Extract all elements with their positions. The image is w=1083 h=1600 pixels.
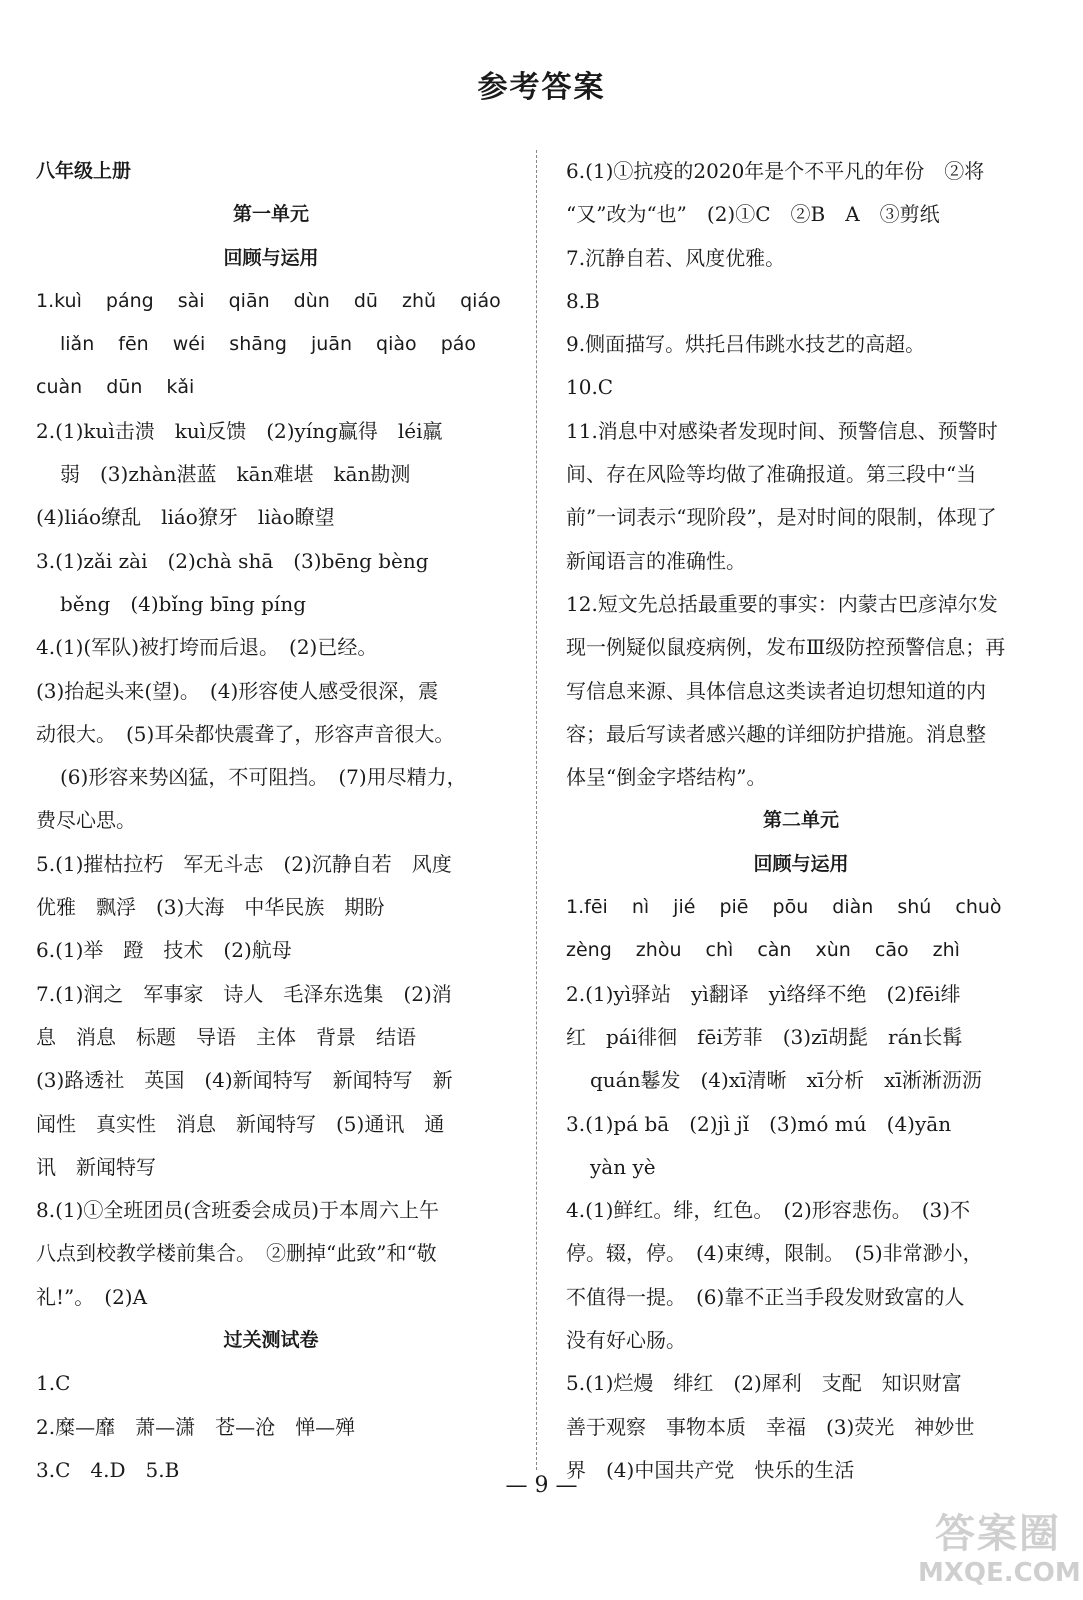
answer-line: 优雅 飘浮 (3)大海 中华民族 期盼 — [36, 895, 385, 920]
answer-line: 9.侧面描写。烘托吕伟跳水技艺的高超。 — [566, 332, 926, 357]
test-heading: 过关测试卷 — [223, 1329, 319, 1352]
unit2-review-heading: 回顾与运用 — [753, 852, 849, 875]
answer-line: 善于观察 事物本质 幸福 (3)荧光 神妙世 — [566, 1414, 975, 1439]
answer-line: 5.(1)摧枯拉朽 军无斗志 (2)沉静自若 风度 — [36, 851, 452, 876]
answer-line: 新闻语言的准确性。 — [566, 548, 746, 573]
answer-line: 讯 新闻特写 — [36, 1154, 156, 1179]
answer-line: 弱 (3)zhàn湛蓝 kān难堪 kān勘测 — [60, 462, 411, 487]
answer-line: běng (4)bǐng bīng píng — [60, 591, 307, 616]
answer-line: 12.短文先总括最重要的事实：内蒙古巴彦淖尔发 — [566, 591, 998, 616]
answer-line: 红 pái徘徊 fēi芳菲 (3)zī胡髭 rán长髯 — [566, 1024, 963, 1049]
answer-line: 停。辍，停。 (4)束缚，限制。 (5)非常渺小， — [566, 1241, 983, 1266]
answer-line: “又”改为“也” (2)①C ②B A ③剪纸 — [566, 202, 940, 227]
answer-line: 3.C 4.D 5.B — [36, 1457, 180, 1482]
answer-line: 闻性 真实性 消息 新闻特写 (5)通讯 通 — [36, 1111, 445, 1136]
answer-line: zèng zhòu chì càn xùn cāo zhì — [566, 939, 960, 962]
answer-line: 前”一词表示“现阶段”，是对时间的限制，体现了 — [566, 505, 997, 530]
unit1-review-heading: 回顾与运用 — [223, 246, 319, 269]
answer-line: 动很大。 (5)耳朵都快震聋了，形容声音很大。 — [36, 721, 455, 746]
answer-line: 8.(1)①全班团员(含班委会成员)于本周六上午 — [36, 1198, 440, 1223]
answer-line: 1.kuì páng sài qiān dùn dū zhǔ qiáo — [36, 289, 501, 312]
answer-line: 7.沉静自若、风度优雅。 — [566, 245, 786, 270]
answer-line: 8.B — [566, 288, 600, 313]
answer-line: 现一例疑似鼠疫病例，发布Ⅲ级防控预警信息；再 — [566, 635, 1006, 660]
answer-line: 2.糜—靡 萧—潇 苍—沧 惮—殚 — [36, 1414, 356, 1439]
unit1-heading: 第一单元 — [232, 203, 309, 226]
watermark-logo — [918, 1502, 1081, 1598]
answer-line: (6)形容来势凶猛，不可阻挡。 (7)用尽精力， — [60, 765, 467, 790]
answer-line: 4.(1)(军队)被打垮而后退。 (2)已经。 — [36, 635, 378, 660]
answer-line: 不值得一提。 (6)靠不正当手段发财致富的人 — [566, 1284, 965, 1309]
answer-line: cuàn dūn kǎi — [36, 376, 195, 399]
answer-line: 4.(1)鲜红。绯，红色。 (2)形容悲伤。 (3)不 — [566, 1198, 971, 1223]
answer-line: 7.(1)润之 军事家 诗人 毛泽东选集 (2)消 — [36, 981, 452, 1006]
answer-line: 3.(1)zǎi zài (2)chà shā (3)bēng bèng — [36, 548, 429, 573]
answer-line: 八点到校教学楼前集合。 ②删掉“此致”和“敬 — [36, 1241, 437, 1266]
column-divider — [536, 150, 537, 1470]
page-number: — 9 — — [505, 1473, 578, 1498]
answer-line: 10.C — [566, 375, 614, 400]
answer-line: 6.(1)①抗疫的2020年是个不平凡的年份 ②将 — [566, 159, 985, 183]
answer-line: liǎn fēn wéi shāng juān qiào páo — [60, 333, 477, 356]
answer-line: (3)抬起头来(望)。 (4)形容使人感受很深，震 — [36, 678, 439, 703]
answer-line: 6.(1)举 蹬 技术 (2)航母 — [36, 938, 292, 963]
answer-line: 5.(1)烂熳 绯红 (2)犀利 支配 知识财富 — [566, 1371, 962, 1396]
answer-line: 没有好心肠。 — [566, 1328, 686, 1353]
answer-line: 2.(1)kuì击溃 kuì反馈 (2)yíng赢得 léi羸 — [36, 418, 443, 443]
answer-line: 1.C — [36, 1371, 71, 1396]
answer-line: 息 消息 标题 导语 主体 背景 结语 — [36, 1024, 416, 1049]
answer-line: 间、存在风险等均做了准确报道。第三段中“当 — [566, 462, 977, 487]
watermark-url: MXQE.COM — [918, 1558, 1081, 1588]
answer-line: 3.(1)pá bā (2)jì jǐ (3)mó mú (4)yān — [566, 1111, 952, 1136]
left-column — [36, 150, 506, 1492]
answer-line: 费尽心思。 — [36, 808, 136, 833]
answer-line: 界 (4)中国共产党 快乐的生活 — [566, 1457, 855, 1482]
answer-line: 写信息来源、具体信息这类读者迫切想知道的内 — [566, 678, 986, 703]
unit2-heading: 第二单元 — [762, 809, 839, 832]
answer-line: 体呈“倒金字塔结构”。 — [566, 765, 767, 790]
page-title: 参考答案 — [477, 70, 606, 105]
grade-heading: 八年级上册 — [36, 160, 132, 182]
watermark-text: 答案圈 — [935, 1511, 1061, 1557]
answer-line: (4)liáo缭乱 liáo獠牙 liào瞭望 — [36, 505, 335, 530]
answer-line: 礼!”。 (2)A — [36, 1284, 148, 1309]
answer-line: (3)路透社 英国 (4)新闻特写 新闻特写 新 — [36, 1068, 453, 1093]
answer-line: 11.消息中对感染者发现时间、预警信息、预警时 — [566, 418, 998, 443]
answer-line: 2.(1)yì驿站 yì翻译 yì络绎不绝 (2)fēi绯 — [566, 981, 961, 1006]
answer-line: 容；最后写读者感兴趣的详细防护措施。消息整 — [566, 721, 986, 746]
answer-line: quán鬈发 (4)xī清晰 xī分析 xī淅淅沥沥 — [590, 1068, 982, 1093]
right-column — [566, 150, 1036, 1492]
answer-line: 1.fēi nì jié piē pōu diàn shú chuò — [566, 896, 1002, 919]
answer-line: yàn yè — [590, 1154, 656, 1179]
